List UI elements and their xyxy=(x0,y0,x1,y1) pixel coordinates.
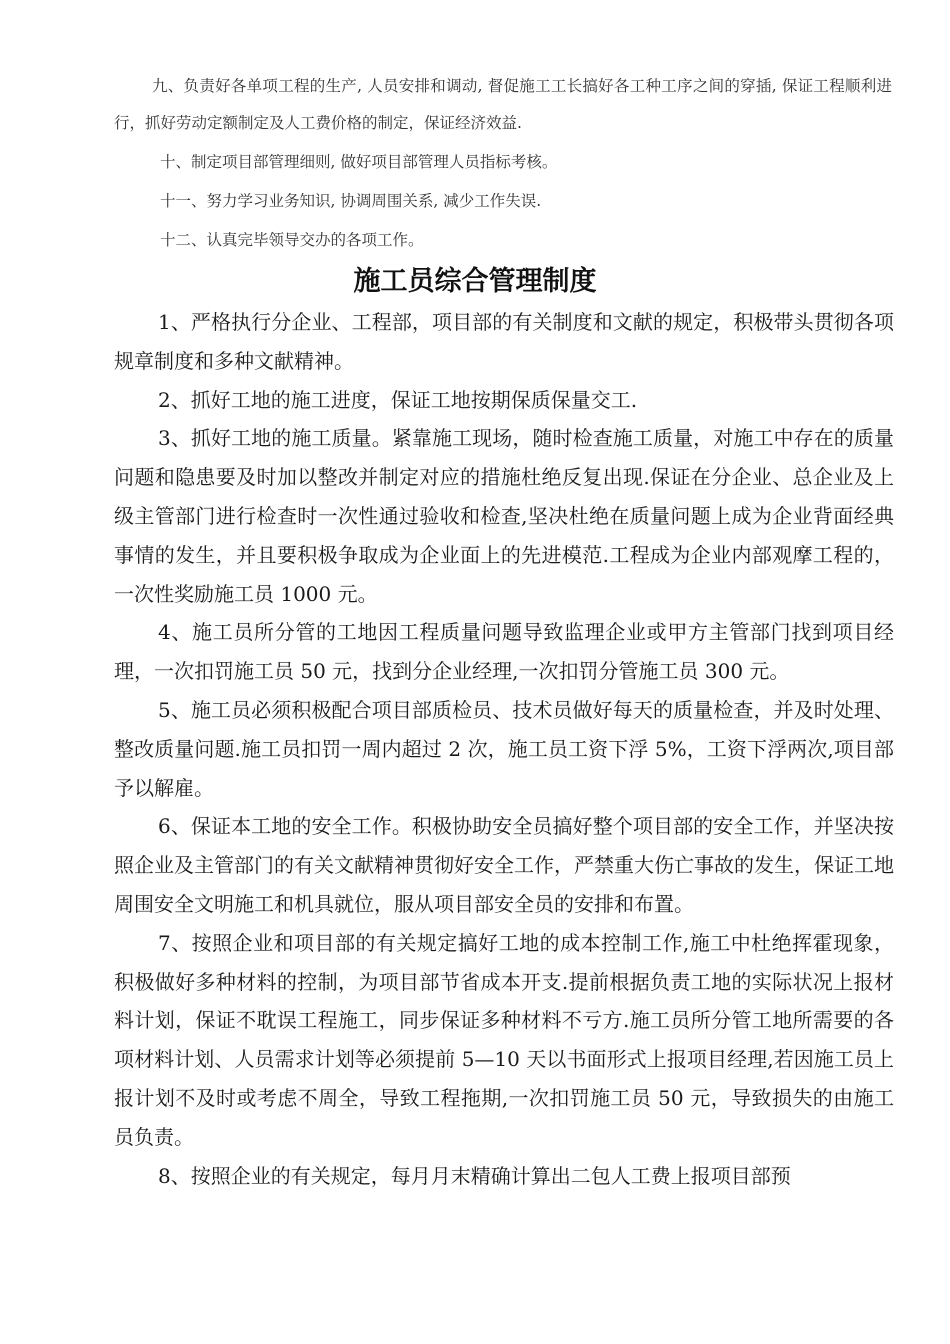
duty-item-11: 十一、努力学习业务知识, 协调周围关系, 减少工作失误. xyxy=(160,192,542,210)
regulation-item-6: 6、保证本工地的安全工作。积极协助安全员搞好整个项目部的安全工作，并坚决按照企业及主管部门的有关文献精神贯彻好安全工作，严禁重大伤亡事故的发生，保证工地周围安全文明施工和机具就位，服从项目部安全员的安排和布置。 xyxy=(114,814,894,916)
upper-duty-list xyxy=(114,68,892,259)
regulation-item-8: 8、按照企业的有关规定，每月月末精确计算出二包人工费上报项目部预 xyxy=(158,1163,791,1188)
regulation-body xyxy=(114,303,894,1195)
regulation-item-7: 7、按照企业和项目部的有关规定搞好工地的成本控制工作,施工中杜绝挥霍现象，积极做好多种材料的控制，为项目部节省成本开支.提前根据负责工地的实际状况上报材料计划，保证不耽误工程施工，同步保证多种材料不亏方.施工员所分管工地所需要的各项材料计划、人员需求计划等必须提前 5—10 天以书面形式上报项目经理,若因施工员上报计划不及时或考虑不周全，导致工程拖期,一次扣罚施工员 50 元，导致损失的由施工员负责。 xyxy=(114,930,894,1149)
regulation-item-5: 5、施工员必须积极配合项目部质检员、技术员做好每天的质量检查，并及时处理、整改质量问题.施工员扣罚一周内超过 2 次，施工员工资下浮 5%，工资下浮两次,项目部予以解雇。 xyxy=(114,697,894,800)
duty-item-9: 九、负责好各单项工程的生产, 人员安排和调动, 督促施工工长搞好各工种工序之间的穿插, 保证工程顺利进行，抓好劳动定额制定及人工费价格的制定，保证经济效益. xyxy=(114,77,892,132)
regulation-item-4: 4、施工员所分管的工地因工程质量问题导致监理企业或甲方主管部门找到项目经理，一次扣罚施工员 50 元，找到分企业经理,一次扣罚分管施工员 300 元。 xyxy=(114,620,894,684)
section-title: 施工员综合管理制度 xyxy=(353,266,597,297)
regulation-item-3: 3、抓好工地的施工质量。紧靠施工现场，随时检查施工质量，对施工中存在的质量问题和隐患要及时加以整改并制定对应的措施杜绝反复出现.保证在分企业、总企业及上级主管部门进行检查时一次性通过验收和检查,坚决杜绝在质量问题上成为企业背面经典事情的发生，并且要积极争取成为企业面上的先进模范.工程成为企业内部观摩工程的，一次性奖励施工员 1000 元。 xyxy=(114,426,894,606)
duty-item-10: 十、制定项目部管理细则, 做好项目部管理人员指标考核。 xyxy=(160,153,558,171)
regulation-item-1: 1、严格执行分企业、工程部，项目部的有关制度和文献的规定，积极带头贯彻各项规章制度和多种文献精神。 xyxy=(114,310,894,373)
duty-item-12: 十二、认真完毕领导交办的各项工作。 xyxy=(160,231,424,249)
regulation-item-2: 2、抓好工地的施工进度，保证工地按期保质保量交工. xyxy=(158,387,638,412)
